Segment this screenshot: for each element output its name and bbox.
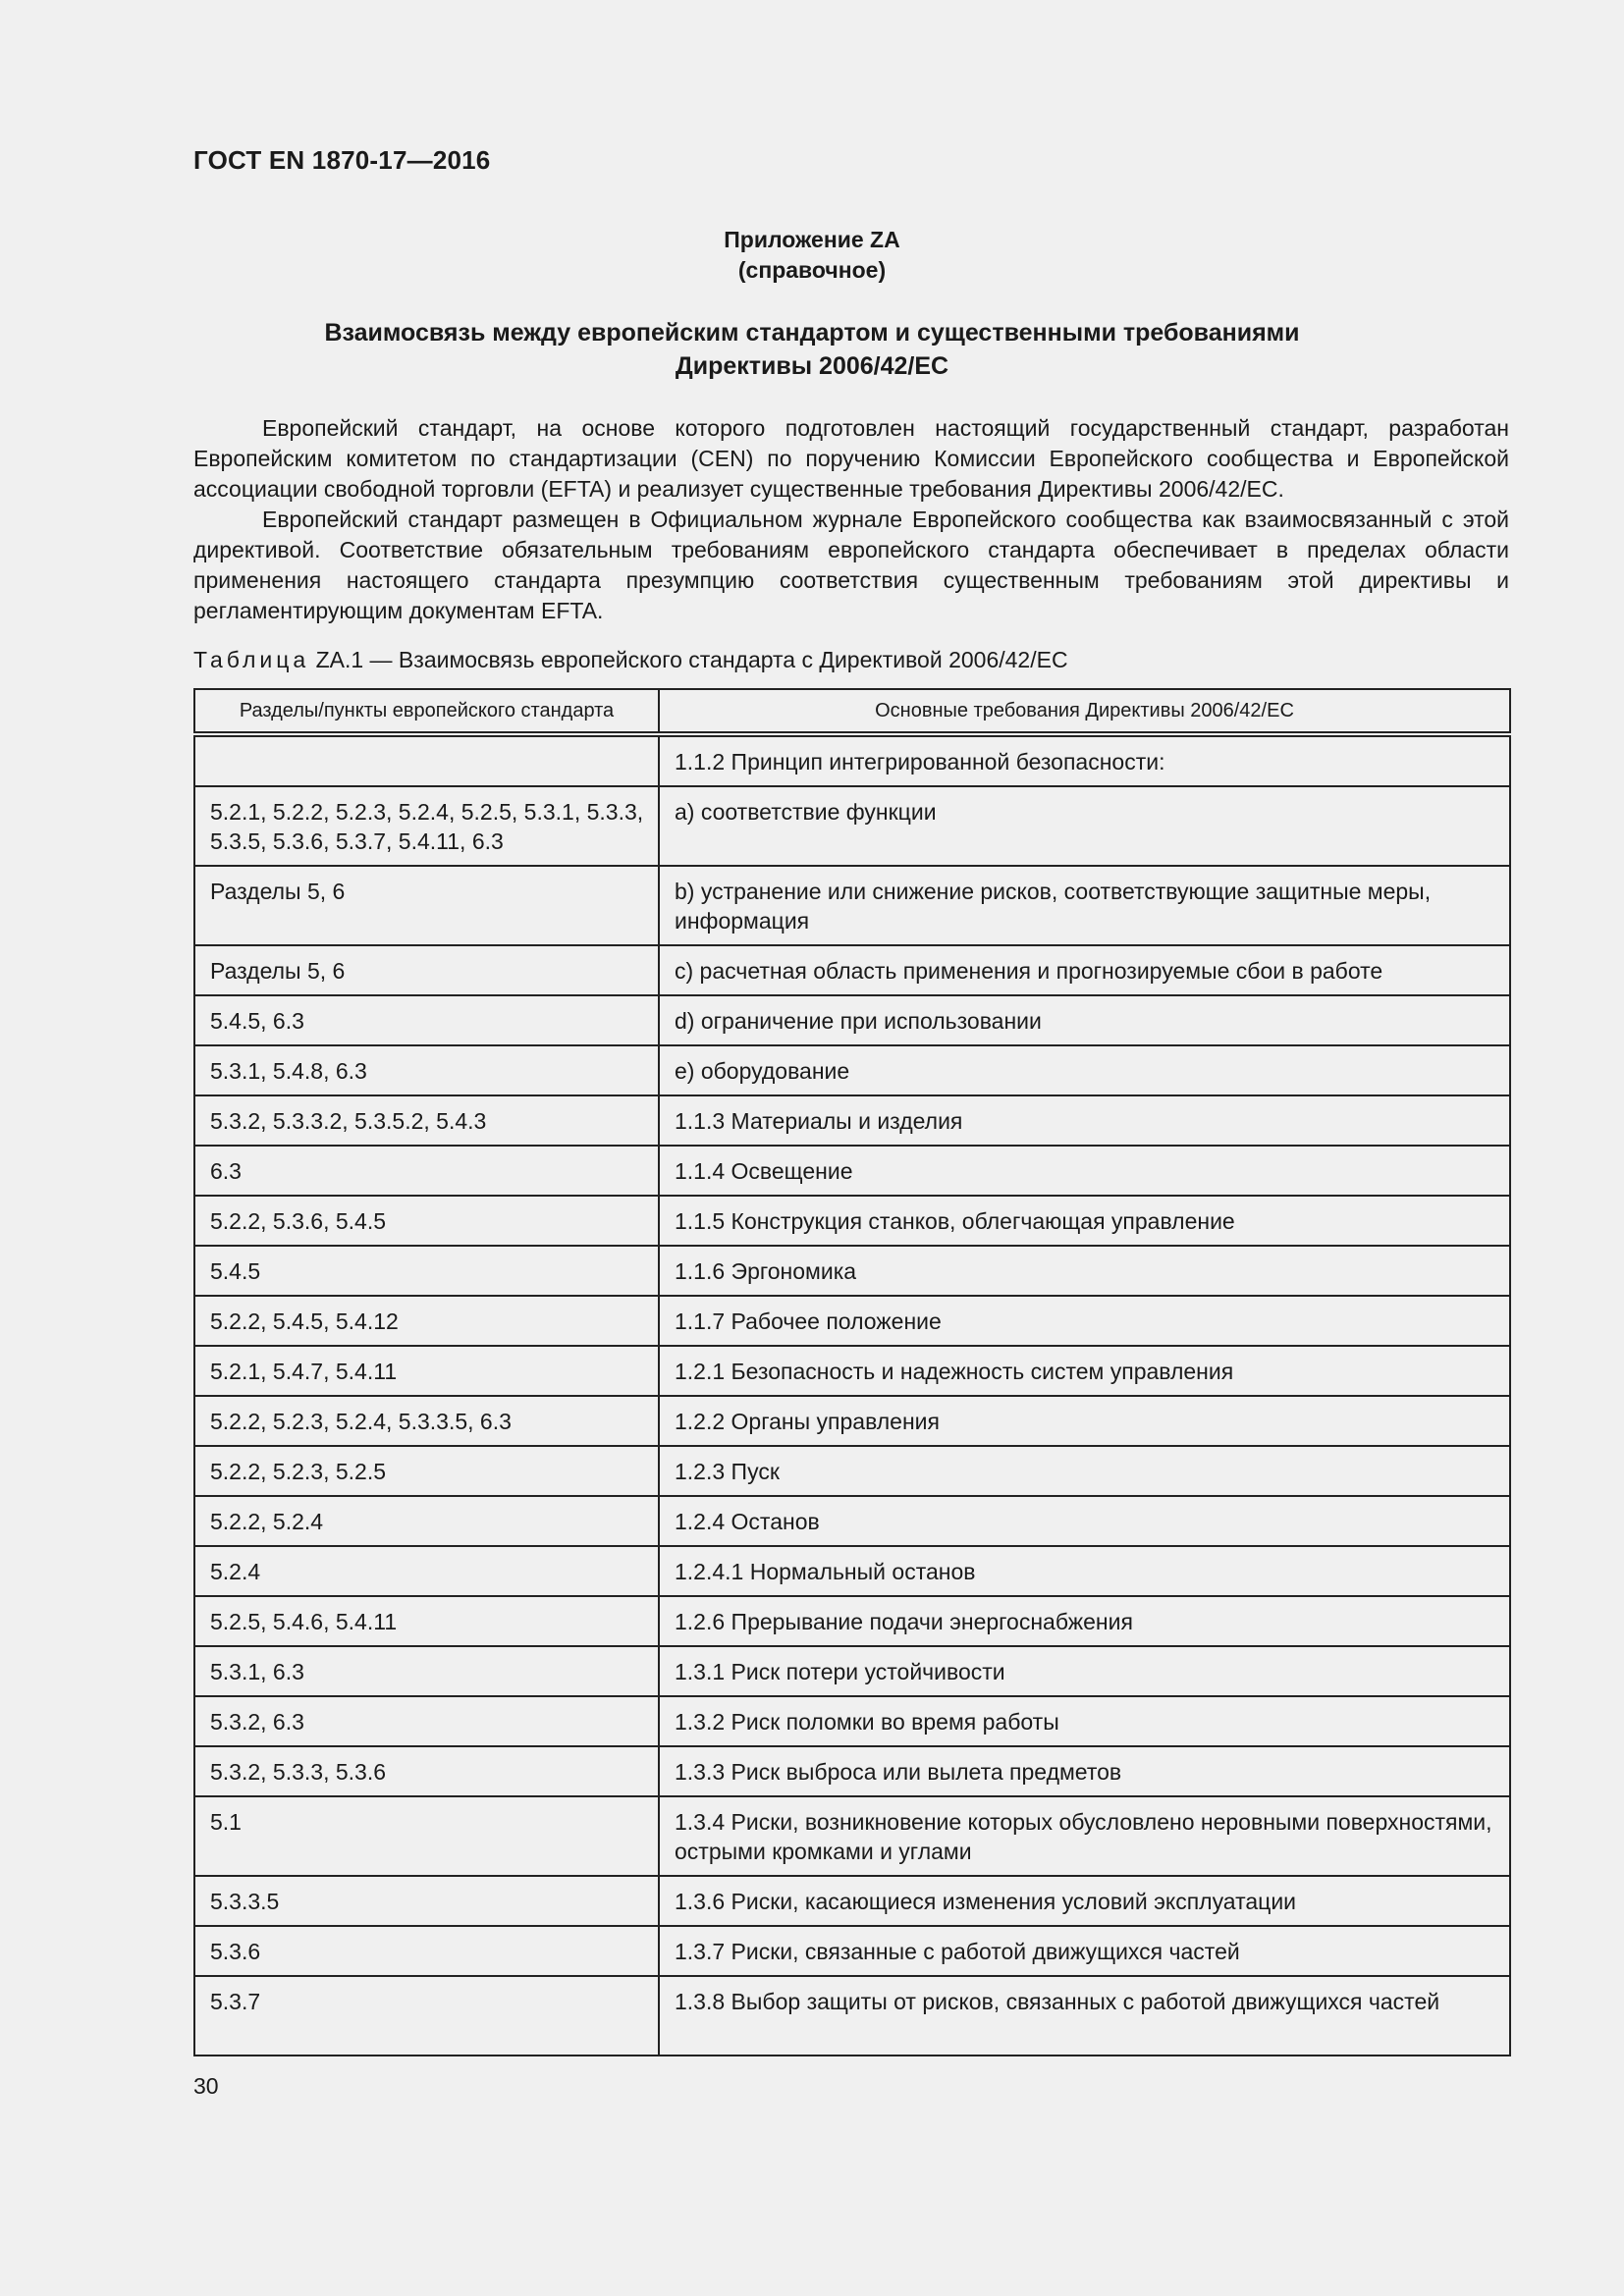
table-row (194, 1246, 1510, 1296)
table-row (194, 786, 1510, 866)
cell-standard-clauses: 5.3.6 (194, 1926, 659, 1976)
table-row (194, 866, 1510, 945)
table-row (194, 1796, 1510, 1876)
cell-directive-requirement: а) соответствие функции (659, 786, 1510, 866)
cell-directive-requirement: 1.1.4 Освещение (659, 1146, 1510, 1196)
cell-standard-clauses: 5.3.2, 5.3.3, 5.3.6 (194, 1746, 659, 1796)
cell-directive-requirement: 1.3.1 Риск потери устойчивости (659, 1646, 1510, 1696)
cell-directive-requirement: е) оборудование (659, 1045, 1510, 1095)
cell-standard-clauses: 5.2.4 (194, 1546, 659, 1596)
page-title (0, 316, 1624, 383)
cell-directive-requirement: 1.3.2 Риск поломки во время работы (659, 1696, 1510, 1746)
paragraph: Европейский стандарт размещен в Официальном журнале Европейского сообщества как взаимосвязанный с этой директивой. Соответствие обязательным требованиям европейского стандарта обеспечивает в пределах области применения настоящего стандарта презумпцию соответствия существенным требованиям этой директивы и регламентирующим документам EFTA. (193, 507, 1509, 623)
table-row (194, 1346, 1510, 1396)
table-header-row (194, 689, 1510, 734)
cell-directive-requirement: 1.1.5 Конструкция станков, облегчающая управление (659, 1196, 1510, 1246)
cell-standard-clauses: 5.1 (194, 1796, 659, 1876)
cell-standard-clauses (194, 734, 659, 786)
cell-standard-clauses: 5.3.3.5 (194, 1876, 659, 1926)
table-row (194, 1746, 1510, 1796)
table-caption (193, 645, 1068, 675)
cell-directive-requirement: 1.2.4.1 Нормальный останов (659, 1546, 1510, 1596)
table-row (194, 1446, 1510, 1496)
table-row (194, 1146, 1510, 1196)
cell-directive-requirement: 1.3.8 Выбор защиты от рисков, связанных с работой движущихся частей (659, 1976, 1510, 2056)
requirements-table (193, 688, 1511, 2056)
table-row (194, 995, 1510, 1045)
cell-directive-requirement: 1.2.6 Прерывание подачи энергоснабжения (659, 1596, 1510, 1646)
cell-standard-clauses: 5.2.2, 5.2.3, 5.2.4, 5.3.3.5, 6.3 (194, 1396, 659, 1446)
annex-status: (справочное) (737, 257, 887, 283)
cell-standard-clauses: 5.3.2, 6.3 (194, 1696, 659, 1746)
cell-standard-clauses: 5.4.5, 6.3 (194, 995, 659, 1045)
cell-standard-clauses: 5.2.2, 5.4.5, 5.4.12 (194, 1296, 659, 1346)
page-title-line-2: Директивы 2006/42/ЕС (675, 352, 949, 380)
cell-standard-clauses: 6.3 (194, 1146, 659, 1196)
cell-standard-clauses: 5.3.2, 5.3.3.2, 5.3.5.2, 5.4.3 (194, 1095, 659, 1146)
cell-standard-clauses: Разделы 5, 6 (194, 945, 659, 995)
table-body (194, 734, 1510, 2056)
body-text (193, 413, 1509, 626)
cell-standard-clauses: 5.2.5, 5.4.6, 5.4.11 (194, 1596, 659, 1646)
cell-standard-clauses: 5.2.1, 5.4.7, 5.4.11 (194, 1346, 659, 1396)
annex-label: Приложение ZA (724, 227, 900, 252)
cell-directive-requirement: 1.2.2 Органы управления (659, 1396, 1510, 1446)
table-row (194, 1095, 1510, 1146)
cell-directive-requirement: 1.3.7 Риски, связанные с работой движущихся частей (659, 1926, 1510, 1976)
cell-directive-requirement: 1.1.2 Принцип интегрированной безопасности: (659, 734, 1510, 786)
table-row (194, 1546, 1510, 1596)
annex-title (0, 225, 1624, 286)
table-row (194, 1296, 1510, 1346)
table-row (194, 1496, 1510, 1546)
cell-standard-clauses: 5.2.1, 5.2.2, 5.2.3, 5.2.4, 5.2.5, 5.3.1, 5.3.3, 5.3.5, 5.3.6, 5.3.7, 5.4.11, 6.3 (194, 786, 659, 866)
cell-directive-requirement: b) устранение или снижение рисков, соответствующие защитные меры, информация (659, 866, 1510, 945)
cell-directive-requirement: 1.3.4 Риски, возникновение которых обусловлено неровными поверхностями, острыми кромками и углами (659, 1796, 1510, 1876)
cell-directive-requirement: 1.2.3 Пуск (659, 1446, 1510, 1496)
table-row (194, 734, 1510, 786)
table-row (194, 945, 1510, 995)
table-row (194, 1045, 1510, 1095)
paragraph: Европейский стандарт, на основе которого подготовлен настоящий государственный стандарт, разработан Европейским комитетом по стандартизации (CEN) по поручению Комиссии Европейского сообщества и Европейской ассоциации свободной торговли (EFTA) и реализует существенные требования Директивы 2006/42/ЕС. (193, 415, 1509, 502)
table-row (194, 1696, 1510, 1746)
cell-standard-clauses: 5.3.7 (194, 1976, 659, 2056)
table-caption-label: Таблица (193, 647, 310, 672)
page-number: 30 (193, 2073, 219, 2099)
table-row (194, 1596, 1510, 1646)
cell-directive-requirement: d) ограничение при использовании (659, 995, 1510, 1045)
cell-directive-requirement: 1.2.1 Безопасность и надежность систем управления (659, 1346, 1510, 1396)
cell-directive-requirement: 1.3.6 Риски, касающиеся изменения условий эксплуатации (659, 1876, 1510, 1926)
table-row (194, 1976, 1510, 2056)
cell-directive-requirement: 1.1.6 Эргономика (659, 1246, 1510, 1296)
cell-standard-clauses: Разделы 5, 6 (194, 866, 659, 945)
document-code: ГОСТ EN 1870-17—2016 (193, 145, 491, 175)
cell-standard-clauses: 5.2.2, 5.3.6, 5.4.5 (194, 1196, 659, 1246)
cell-directive-requirement: с) расчетная область применения и прогнозируемые сбои в работе (659, 945, 1510, 995)
page-title-line-1: Взаимосвязь между европейским стандартом и существенными требованиями (324, 319, 1300, 347)
requirements-table-wrap (193, 688, 1509, 2056)
table-row (194, 1196, 1510, 1246)
cell-standard-clauses: 5.2.2, 5.2.3, 5.2.5 (194, 1446, 659, 1496)
cell-standard-clauses: 5.3.1, 5.4.8, 6.3 (194, 1045, 659, 1095)
cell-standard-clauses: 5.4.5 (194, 1246, 659, 1296)
table-caption-text: ZA.1 — Взаимосвязь европейского стандарта с Директивой 2006/42/ЕС (315, 647, 1068, 672)
cell-standard-clauses: 5.2.2, 5.2.4 (194, 1496, 659, 1546)
table-row (194, 1926, 1510, 1976)
cell-directive-requirement: 1.1.7 Рабочее положение (659, 1296, 1510, 1346)
table-row (194, 1646, 1510, 1696)
column-header-directive-requirements: Основные требования Директивы 2006/42/ЕС (659, 689, 1510, 734)
cell-directive-requirement: 1.3.3 Риск выброса или вылета предметов (659, 1746, 1510, 1796)
table-row (194, 1396, 1510, 1446)
cell-directive-requirement: 1.1.3 Материалы и изделия (659, 1095, 1510, 1146)
cell-standard-clauses: 5.3.1, 6.3 (194, 1646, 659, 1696)
cell-directive-requirement: 1.2.4 Останов (659, 1496, 1510, 1546)
table-row (194, 1876, 1510, 1926)
column-header-standard-clauses: Разделы/пункты европейского стандарта (194, 689, 659, 734)
